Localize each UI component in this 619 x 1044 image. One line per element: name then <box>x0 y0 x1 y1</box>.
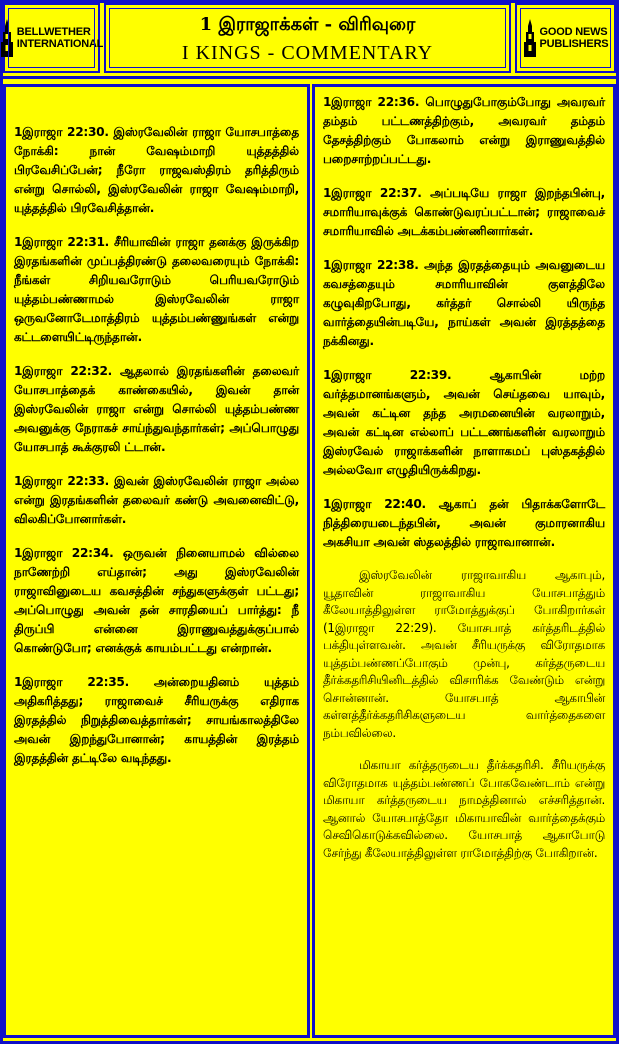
header <box>0 0 619 78</box>
left-column <box>3 84 310 1038</box>
page-title-tamil: 1 இராஜாக்கள் - விரிவுரை <box>199 14 416 35</box>
right-column <box>312 84 616 1038</box>
right-logo-line1: GOOD NEWS <box>539 26 608 38</box>
verse-paragraph: 1இராஜா 22:38. அந்த இரதத்தையும் அவனுடைய கவசத்தையும் சமாரியாவின் குளத்திலே கழுவுகிறபோது, கர்த்தர் சொல்லி யிருந்த வார்த்தையின்படியே, நாய்கள் அவன் இரத்தத்தை நக்கினது. <box>323 258 605 348</box>
verse-paragraph: 1இராஜா 22:39. ஆகாபின் மற்ற வர்த்தமானங்களும், அவன் செய்தவை யாவும், அவன் கட்டின தந்த அரமனையின் வரலாறும், அவன் கட்டின எல்லாப் பட்டணங்களின் வரலாறும் இஸ்ரவேல் ராஜாக்களின் நாளாகமப் புஸ்தகத்தில் அல்லவோ எழுதியிருக்கிறது. <box>323 368 605 477</box>
header-divider <box>0 76 619 79</box>
verse-paragraph: 1இராஜா 22:35. அன்றையதினம் யுத்தம் அதிகரித்தது; ராஜாவைச் சீரியருக்கு எதிராக இரதத்தில் நிறுத்திவைத்தார்கள்; சாயங்காலத்திலே அவன் இறந்துபோனான்; காயத்தின் இரத்தம் இரதத்தின் தட்டிலே வடிந்தது. <box>14 675 299 765</box>
right-logo-line2: PUBLISHERS <box>539 38 609 50</box>
tower-icon <box>0 18 14 58</box>
good-news-logo <box>515 3 616 73</box>
verse-paragraph: 1இராஜா 22:33. இவன் இஸ்ரவேலின் ராஜா அல்ல என்று இரதங்களின் தலைவர் கண்டு அவனைவிட்டு, விலகிப்போனார்கள். <box>14 474 299 526</box>
left-logo-line1: BELLWETHER <box>16 26 91 38</box>
verse-paragraph: 1இராஜா 22:34. ஒருவன் நினையாமல் வில்லை நாணேற்றி எய்தான்; அது இஸ்ரவேலின் ராஜாவினுடைய கவசத்தின் சந்துகளுக்குள் பட்டது; அப்பொழுது அவன் தன் சாரதியைப் பார்த்து: நீ திருப்பி என்னை இராணுவத்துக்குப்பால் கொண்டுபோ; எனக்குக் காயம்பட்டது என்றான். <box>14 546 299 655</box>
verse-paragraph: 1இராஜா 22:30. இஸ்ரவேலின் ராஜா யோசபாத்தை நோக்கி: நான் வேஷம்மாறி யுத்தத்தில் பிரவேசிப்பேன்; நீரோ ராஜவஸ்திரம் தரித்திரும் என்று சொல்லி, இஸ்ரவேலின் ராஜா வேஷம்மாறி, யுத்தத்தில் பிரவேசித்தான். <box>14 125 299 215</box>
title-box <box>104 3 511 73</box>
verse-paragraph: 1இராஜா 22:40. ஆகாப் தன் பிதாக்களோடே நித்திரையடைந்தபின், அவன் குமாரனாகிய அகசியா அவன் ஸ்தலத்தில் ராஜாவானான். <box>323 497 605 549</box>
verse-paragraph: 1இராஜா 22:32. ஆதலால் இரதங்களின் தலைவர் யோசபாத்தைக் காண்கையில், இவன் தான் இஸ்ரவேலின் ராஜா என்று சொல்லி யுத்தம்பண்ண அவனுக்கு நேராகச் சாய்ந்துவந்தார்கள்; அப்பொழுது யோசபாத் கூக்குரலி ட்டான். <box>14 364 299 454</box>
tower-icon <box>523 18 537 58</box>
page-title-english: I KINGS - COMMENTARY <box>181 42 434 64</box>
verse-paragraph: 1இராஜா 22:36. பொழுதுபோகும்போது அவரவர் தம்தம் பட்டணத்திற்கும், அவரவர் தம்தம் தேசத்திற்கும் போகலாம் என்று இராணுவத்தில் பறைசாற்றப்பட்டது. <box>323 95 605 166</box>
verse-paragraph: 1இராஜா 22:31. சீரியாவின் ராஜா தனக்கு இருக்கிற இரதங்களின் முப்பத்திரண்டு தலைவரையும் நோக்கி: நீங்கள் சிறியவரோடும் பெரியவரோடும் யுத்தம்பண்ணாமல் இஸ்ரவேலின் ராஜா ஒருவனோடேமாத்திரம் யுத்தம்பண்ணுங்கள் என்று கட்டளையிட்டிருந்தான். <box>14 235 299 344</box>
bellwether-logo <box>3 3 104 73</box>
left-logo-line2: INTERNATIONAL <box>16 38 104 50</box>
verse-paragraph: 1இராஜா 22:37. அப்படியே ராஜா இறந்தபின்பு, சமாரியாவுக்குக் கொண்டுவரப்பட்டான்; ராஜாவைச் சமாரியாவில் அடக்கம்பண்ணினார்கள். <box>323 186 605 238</box>
commentary-paragraph: மிகாயா கர்த்தருடைய தீர்க்கதரிசி. சீரியருக்கு விரோதமாக யுத்தம்பண்ணப் போகவேண்டாம் என்று மிகாயா கர்த்தருடைய நாமத்தினால் எச்சரித்தான். ஆனால் யோசபாத்தோ மிகாயாவின் வார்த்தைக்கும் செவிகொடுக்கவில்லை. யோசபாத் ஆகாபோடு சேர்ந்து கீலேயாத்திலுள்ள ராமோத்திற்கு போகிறான். <box>323 758 605 860</box>
commentary-paragraph: இஸ்ரவேலின் ராஜாவாகிய ஆகாபும், யூதாவின் ராஜாவாகிய யோசபாத்தும் கீலேயாத்திலுள்ள ராமோத்துக்குப் போகிறார்கள் (1இராஜா 22:29). யோசபாத் கர்த்தரிடத்தில் பக்தியுள்ளவன். அவன் சீரியருக்கு விரோதமாக யுத்தம்பண்ணப்போகும் முன்பு, கர்த்தருடைய தீர்க்கதரிசியினிடத்தில் விசாரிக்க வேண்டும் என்று சொன்னான். யோசபாத் ஆகாபின் கள்ளத்தீர்க்கதரிசிகளுடைய வார்த்தைகளை நம்பவில்லை. <box>323 568 605 740</box>
